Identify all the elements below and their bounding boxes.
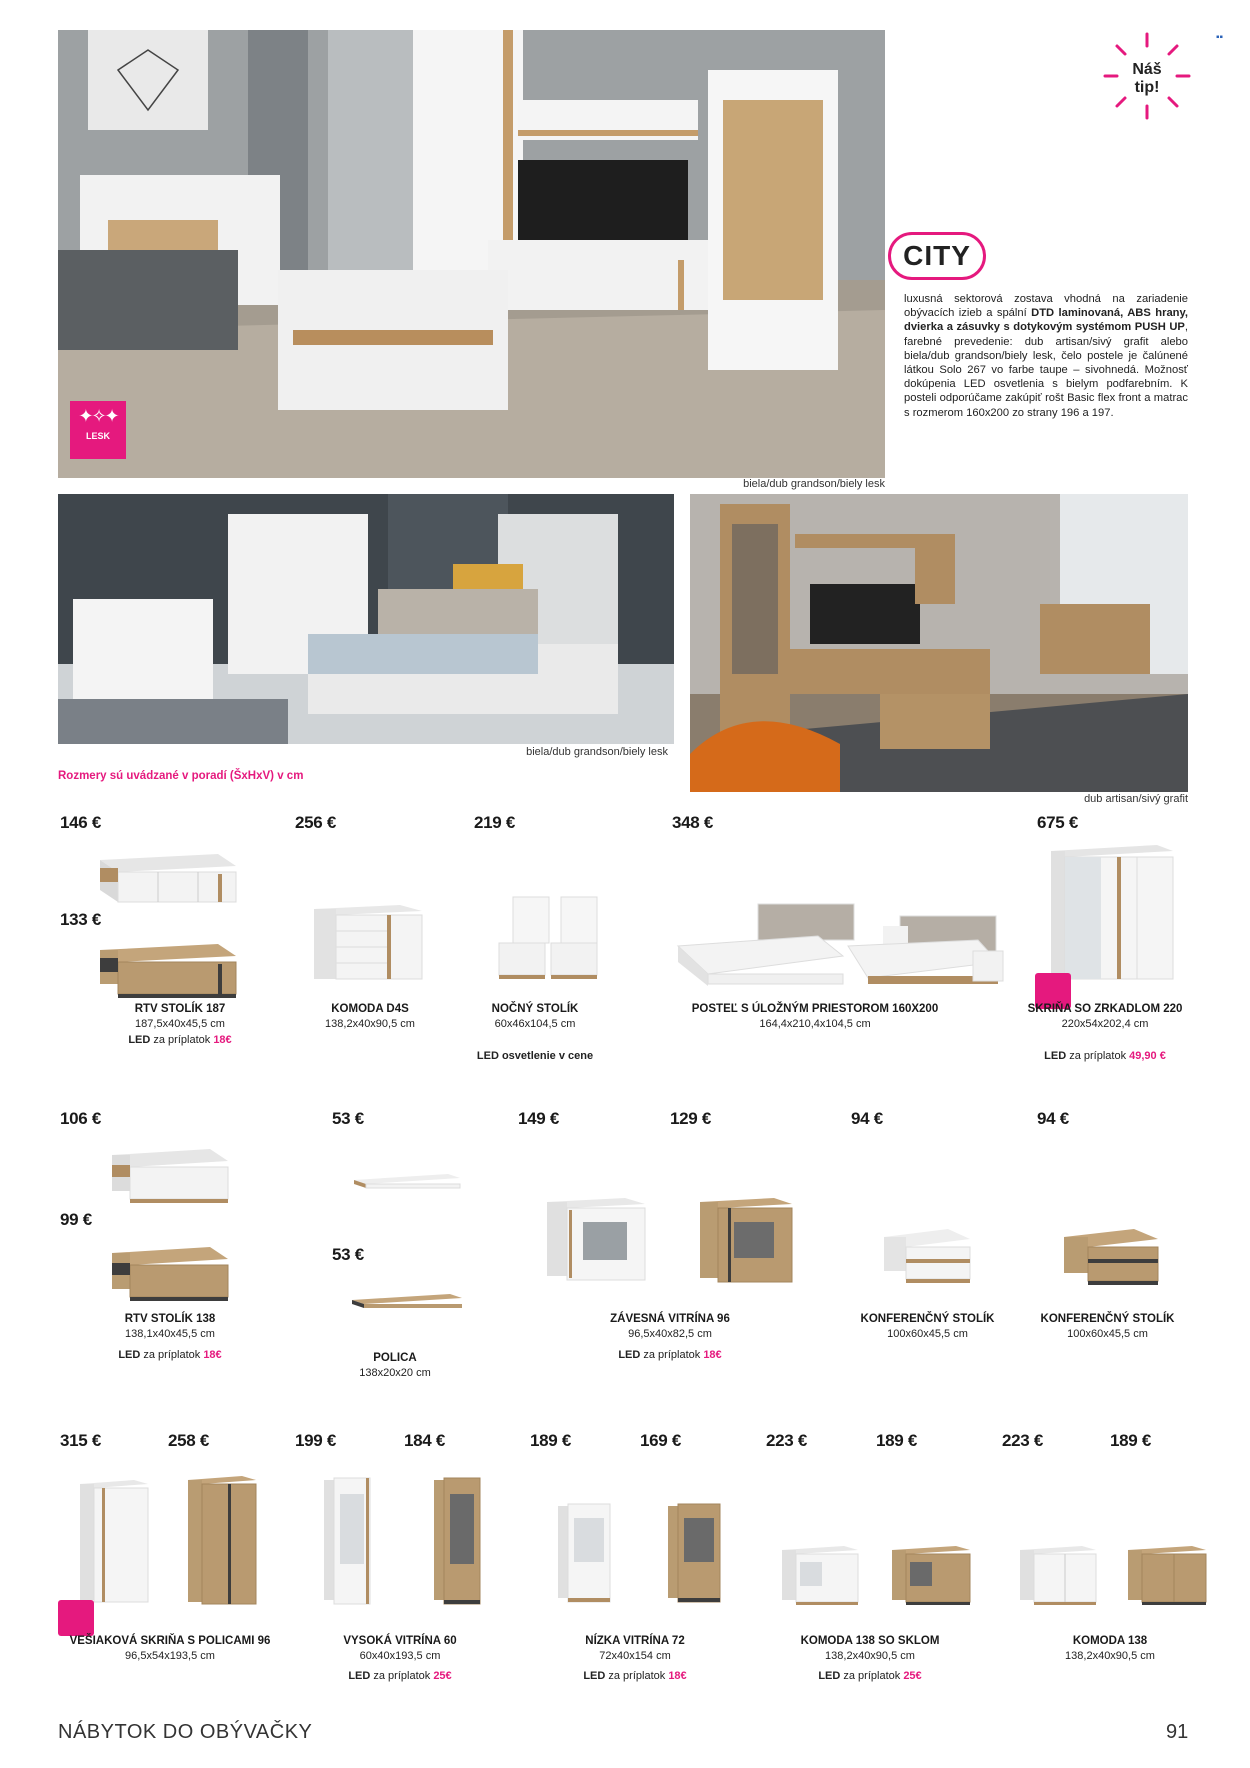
vysoka60-dim: 60x40x193,5 cm [359,1650,441,1662]
section-title: NÁBYTOK DO OBÝVAČKY [58,1721,313,1743]
page-number: 91 [1166,1721,1189,1743]
postel-image [668,896,1018,988]
konf-oak-dim: 100x60x45,5 cm [1067,1328,1148,1340]
rtv187-dim: 187,5x40x45,5 cm [135,1018,225,1030]
vysoka60-oak-price: 184 € [404,1431,446,1450]
vitrina96-oak-image [698,1196,794,1286]
konf-white-dim: 100x60x45,5 cm [887,1328,968,1340]
komoda138sklo-oak-image [890,1544,972,1606]
nocny-stolik-image [495,895,611,983]
nizka72-white-price: 189 € [530,1431,572,1450]
rtv138-oak-image [110,1245,230,1301]
postel-name: POSTEĽ S ÚLOŽNÝM PRIESTOROM 160X200 [691,1003,939,1015]
komoda138-name: KOMODA 138 [1072,1635,1148,1647]
komoda-d4s-price: 256 € [295,813,337,832]
nas-tip-badge [1103,32,1191,120]
nizka72-dim: 72x40x154 cm [599,1650,671,1662]
rtv138-oak-price: 99 € [60,1210,92,1229]
vysoka60-oak-image [432,1474,482,1608]
komoda138sklo-oak-price: 189 € [876,1431,918,1450]
dimension-order-note: Rozmery sú uvádzané v poradí (ŠxHxV) v cm [58,770,304,782]
vitrina96-oak-price: 129 € [670,1109,712,1128]
nizka72-oak-price: 169 € [640,1431,682,1450]
lesk-label: LESK [85,431,110,441]
vitrina96-name: ZÁVESNÁ VITRÍNA 96 [610,1313,730,1325]
vesiakova-name: VEŠIAKOVÁ SKRIŇA S POLICAMI 96 [69,1635,271,1647]
nizka72-name: NÍZKA VITRÍNA 72 [585,1635,685,1647]
skrina220-price: 675 € [1037,813,1079,832]
desc-part-3: , farebné prevedenie: dub artisan/sivý grafit alebo biela/dub grandson/biely lesk, čelo postele je čalúnené látkou Solo 267 vo farbe taupe – sivohnedá. Možnosť dokúpenia LED osvetlenia s bielym podfarebním. K posteli odporúčame zakúpiť rošt Basic flex front a matrac s rozmerom 160x200 zo strany 196 a 197. [904,321,1188,419]
rtv138-led: LED za príplatok 18€ [118,1349,222,1361]
bedroom-photo [58,494,674,744]
vesiakova-oak-price: 258 € [168,1431,210,1450]
komoda138-dim: 138,2x40x90,5 cm [1065,1650,1155,1662]
city-description [904,292,1188,420]
oak-photo-caption: dub artisan/sivý grafit [1084,793,1188,805]
komoda-d4s-image [312,903,424,981]
vitrina96-white-image [545,1196,647,1284]
skrina220-image [1045,843,1175,983]
rtv138-white-price: 106 € [60,1109,102,1128]
vitrina96-white-price: 149 € [518,1109,560,1128]
konf-white-image [882,1227,972,1285]
rtv187-name: RTV STOLÍK 187 [134,1003,226,1015]
nocny-stolik-price: 219 € [474,813,516,832]
komoda138-oak-image [1126,1544,1208,1606]
komoda138-white-price: 223 € [1002,1431,1044,1450]
komoda138sklo-white-price: 223 € [766,1431,808,1450]
komoda138sklo-led: LED za príplatok 25€ [818,1670,922,1682]
polica-white-price: 53 € [332,1109,364,1128]
komoda138sklo-dim: 138,2x40x90,5 cm [825,1650,915,1662]
konf-white-name: KONFERENČNÝ STOLÍK [860,1313,995,1325]
rtv138-dim: 138,1x40x45,5 cm [125,1328,215,1340]
skrina220-name: SKRIŇA SO ZRKADLOM 220 [1027,1003,1183,1015]
vesiakova-white-price: 315 € [60,1431,102,1450]
rtv187-white-image [98,852,238,904]
vitrina96-led: LED za príplatok 18€ [618,1349,722,1361]
komoda-d4s-dim: 138,2x40x90,5 cm [325,1018,415,1030]
vesiakova-white-image [78,1478,150,1606]
skrina220-dim: 220x54x202,4 cm [1061,1018,1149,1030]
vysoka60-white-price: 199 € [295,1431,337,1450]
konf-white-price: 94 € [851,1109,883,1128]
komoda138-oak-price: 189 € [1110,1431,1152,1450]
vesiakova-oak-image [186,1474,258,1608]
komoda138-white-image [1018,1544,1098,1606]
sparkle-icon: ✦✧✦ [78,406,118,426]
vesiakova-dim: 96,5x54x193,5 cm [125,1650,215,1662]
postel-price: 348 € [672,813,714,832]
konf-oak-price: 94 € [1037,1109,1069,1128]
vysoka60-name: VYSOKÁ VITRÍNA 60 [343,1635,457,1647]
nocny-stolik-led: LED osvetlenie v cene [476,1050,594,1062]
konf-oak-name: KONFERENČNÝ STOLÍK [1040,1313,1175,1325]
komoda-d4s-name: KOMODA D4S [331,1003,409,1015]
rtv187-oak-image [98,942,238,998]
rtv187-led: LED za príplatok 18€ [128,1034,232,1046]
bedroom-photo-caption: biela/dub grandson/biely lesk [526,746,668,758]
top-photo-caption: biela/dub grandson/biely lesk [743,478,885,490]
nizka72-white-image [556,1500,612,1604]
rtv187-oak-price: 133 € [60,910,102,929]
living-room-photo [58,30,885,478]
komoda138sklo-white-image [780,1544,860,1606]
city-logo: CITY [888,232,986,280]
postel-dim: 164,4x210,4x104,5 cm [759,1018,871,1030]
rtv187-white-price: 146 € [60,813,102,832]
nizka72-oak-image [666,1500,722,1604]
konf-oak-image [1062,1227,1160,1287]
polica-name: POLICA [373,1352,417,1364]
desc-part-1: luxusná sektorová zostava vhodná na zariadenie obývacích izieb a spální [904,293,1188,320]
polica-dim: 138x20x20 cm [359,1367,431,1379]
svg-text:tip!: tip! [1134,79,1160,96]
lesk-badge [70,401,126,459]
nocny-stolik-dim: 60x46x104,5 cm [494,1018,576,1030]
oak-living-room-photo [690,494,1188,792]
publisher-logo: ▪▪ [1216,32,1224,43]
vysoka60-white-image [322,1474,372,1608]
svg-text:Náš: Náš [1132,61,1162,78]
polica-oak-price: 53 € [332,1245,364,1264]
nizka72-led: LED za príplatok 18€ [583,1670,687,1682]
led-icon [58,1600,94,1636]
polica-oak-image [350,1290,464,1310]
polica-white-image [352,1170,462,1190]
desc-part-2: DTD laminovaná, ABS hrany, dvierka a zásuvky s dotykovým systémom PUSH UP [904,307,1188,334]
rtv138-name: RTV STOLÍK 138 [124,1313,216,1325]
vysoka60-led: LED za príplatok 25€ [348,1670,452,1682]
nocny-stolik-name: NOČNÝ STOLÍK [491,1003,579,1015]
komoda138sklo-name: KOMODA 138 SO SKLOM [800,1635,940,1647]
vitrina96-dim: 96,5x40x82,5 cm [628,1328,712,1340]
skrina220-led: LED za príplatok 49,90 € [1044,1050,1166,1062]
rtv138-white-image [110,1147,230,1203]
